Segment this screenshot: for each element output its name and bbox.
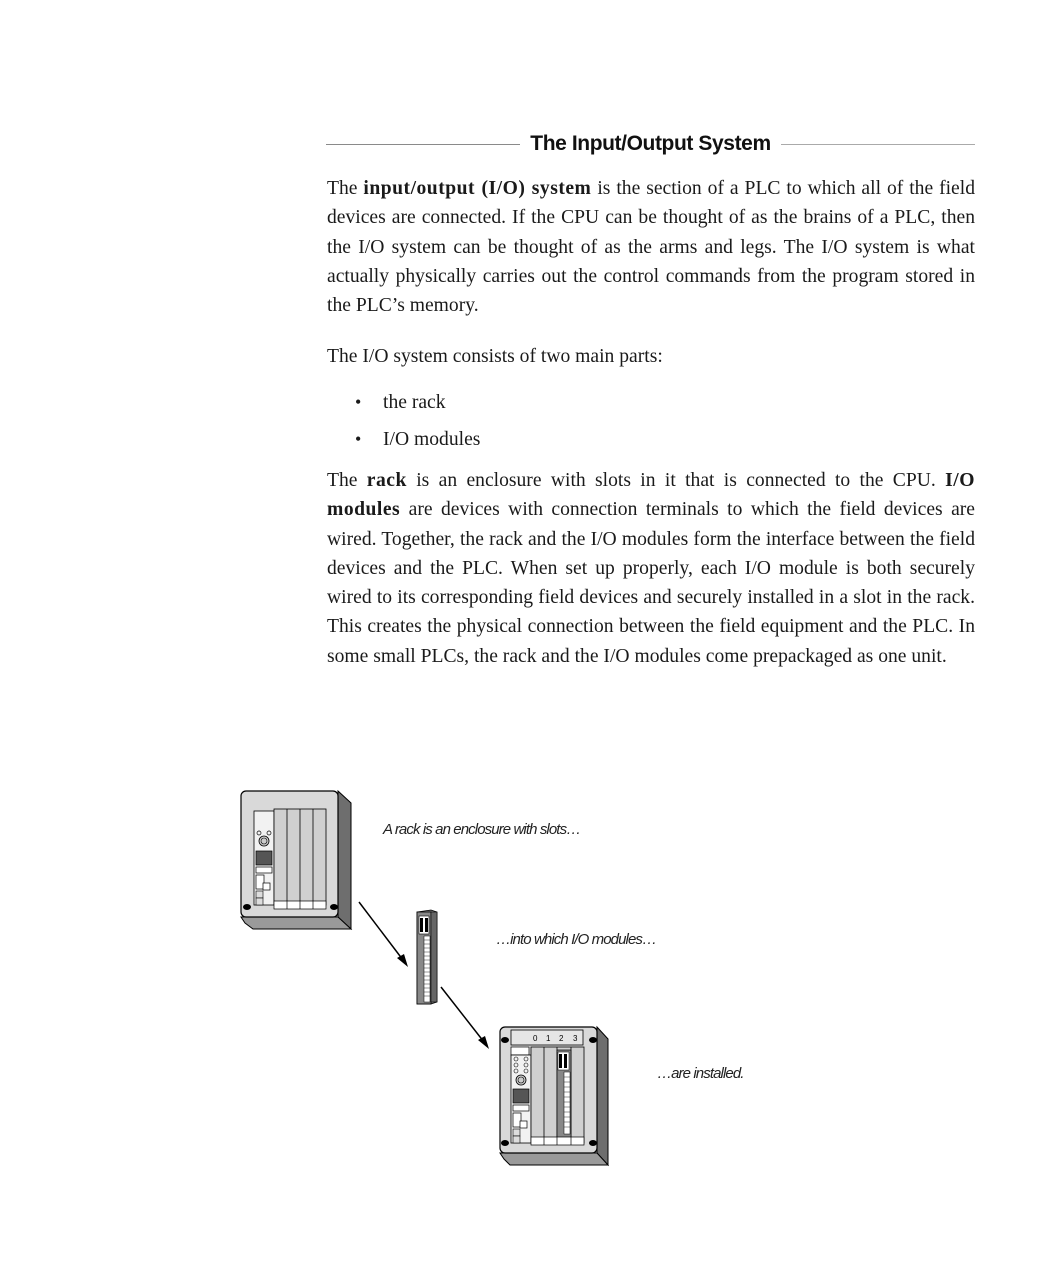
- caption-installed: …are installed.: [657, 1065, 744, 1082]
- term-rack: rack: [366, 470, 407, 491]
- text-run: is an enclosure with slots in it that is connected to the CPU.: [406, 470, 946, 491]
- empty-rack-icon: [241, 791, 351, 929]
- heading-rule-right: [781, 144, 975, 145]
- list-item-label: the rack: [383, 392, 446, 413]
- term-io-modules: I/O modules: [327, 470, 975, 521]
- rack-illustration: [230, 780, 790, 1180]
- list-item-label: I/O modules: [383, 429, 481, 450]
- term-io-system: input/output (I/O) system: [363, 178, 592, 199]
- caption-modules: …into which I/O modules…: [496, 931, 657, 948]
- paragraph-two-parts: The I/O system consists of two main parts:: [327, 346, 663, 367]
- bullet-icon: •: [355, 392, 362, 412]
- arrow-icon: [441, 987, 489, 1049]
- text-run: are devices with connection terminals to which the field devices are wired. Together, the rack and the I/O modules form the interface between the field devices and the PLC. When set up properly, each I/O module is both securely wired to its corresponding field devices and securely installed in a slot in the rack. This creates the physical connection between the field equipment and the PLC. In some small PLCs, the rack and the I/O modules come prepackaged as one unit.: [327, 499, 975, 667]
- text-run: The: [327, 178, 364, 199]
- paragraph-intro: [327, 174, 975, 320]
- list-item: [355, 384, 480, 421]
- slot-number: 0: [533, 1034, 538, 1043]
- populated-rack-icon: [500, 1027, 608, 1165]
- text-run: The: [327, 470, 367, 491]
- slot-number: 3: [573, 1034, 578, 1043]
- section-heading: [326, 128, 975, 160]
- bullet-icon: •: [355, 429, 362, 449]
- text-run: is the section of a PLC to which all of the field devices are connected. If the CPU can be thought of as the brains of a PLC, then the I/O system can be thought of as the arms and legs. The I/O system is what actually physically carries out the control commands from the program stored in the PLC’s memory.: [327, 178, 975, 317]
- slot-number: 2: [559, 1034, 564, 1043]
- rack-module-figure: [230, 780, 790, 1180]
- arrow-icon: [359, 902, 408, 967]
- section-title: The Input/Output System: [530, 132, 771, 155]
- heading-rule-left: [326, 144, 520, 145]
- caption-rack: A rack is an enclosure with slots…: [383, 821, 581, 838]
- parts-list: [355, 384, 480, 458]
- slot-number: 1: [546, 1034, 551, 1043]
- paragraph-rack-modules: [327, 466, 975, 671]
- list-item: [355, 421, 480, 458]
- io-module-icon: [417, 910, 437, 1004]
